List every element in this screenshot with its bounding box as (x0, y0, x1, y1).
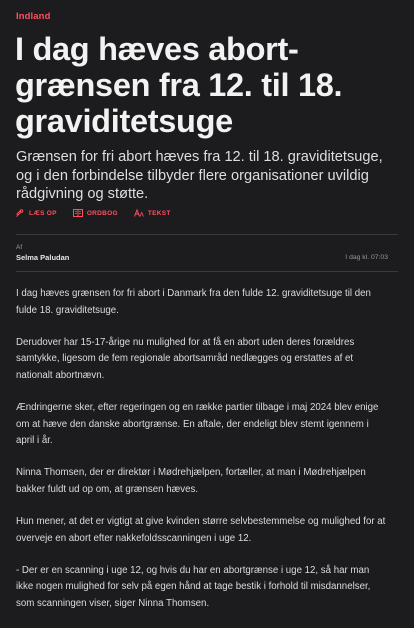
divider (16, 234, 398, 235)
divider (16, 271, 398, 272)
article-body (16, 286, 386, 628)
body-paragraph: Ændringerne sker, efter regeringen og en række partier tilbage i maj 2024 blev enige om at hæve den danske abortgrænse. En aftale, der endeligt blev stemt igennem i april i år. (16, 401, 379, 447)
timestamp: I dag kl. 07:03 (345, 254, 388, 261)
body-paragraph: - Der er en scanning i uge 12, og hvis du har en abortgrænse i uge 12, så har man ikke nogen mulighed for selv på egen hånd at tage bestik i forhold til misdannelser, som scanningen viser, siger Ninna Thomsen. (16, 564, 371, 609)
byline-prefix: Af (16, 244, 23, 251)
text-size-icon (134, 209, 144, 217)
dictionary-button[interactable] (73, 209, 118, 217)
dictionary-label: ORDBOG (86, 209, 118, 217)
text-size-label: TEKST (147, 209, 171, 217)
book-icon (73, 209, 83, 217)
author-link[interactable]: Selma Paludan (16, 253, 70, 262)
body-paragraph: Hun mener, at det er vigtigt at give kvinden større selvbestemmelse og mulighed for at overveje en abort efter nakkefoldsscanningen i uge 12. (16, 515, 386, 544)
read-aloud-label: LÆS OP (29, 209, 57, 217)
article-headline: I dag hæves abort-grænsen fra 12. til 18. graviditetsuge (15, 31, 343, 139)
section-link[interactable]: Indland (16, 11, 51, 22)
article-tools (16, 209, 171, 217)
text-size-button[interactable] (134, 209, 171, 217)
body-paragraph: Derudover har 15-17-årige nu mulighed for at få en abort uden deres forældres samtykke, ligesom de fem regionale abortsamråd nedlægges og erstattes af et nationalt abortnævn. (16, 336, 355, 381)
body-paragraph: I dag hæves grænsen for fri abort i Danmark fra den fulde 12. graviditetsuge til den fulde 18. graviditetsuge. (16, 288, 371, 316)
speaker-icon (16, 209, 25, 217)
read-aloud-button[interactable] (16, 209, 57, 217)
body-paragraph: Ninna Thomsen, der er direktør i Mødrehjælpen, fortæller, at man i Mødrehjælpen bakker fuldt ud op om, at grænsen hæves. (16, 467, 366, 495)
article-lead: Grænsen for fri abort hæves fra 12. til 18. graviditetsuge, og i den forbindelse tilbyder flere organisationer uvildig rådgivning og støtte. (16, 149, 383, 202)
